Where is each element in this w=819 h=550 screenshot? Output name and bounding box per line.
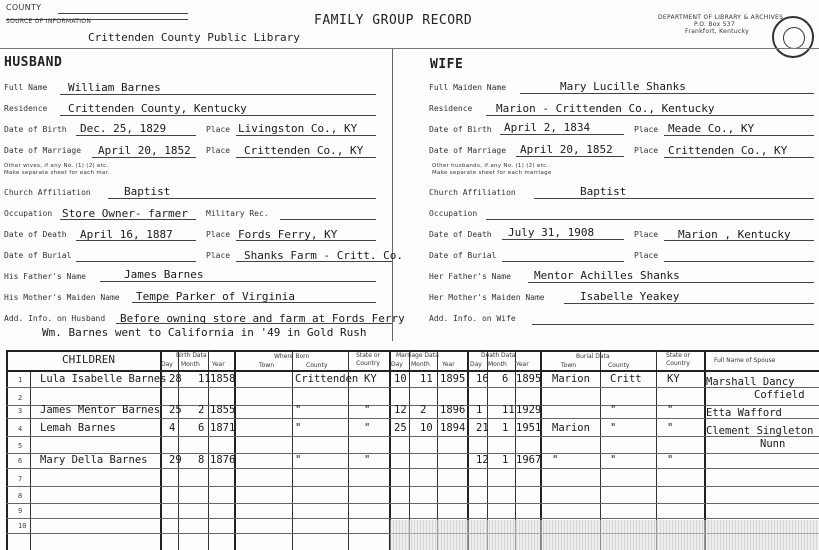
child-spouse-line-1[interactable]: Etta Wafford <box>706 407 782 419</box>
child-spouse-line-2[interactable]: Coffield <box>754 389 805 401</box>
child-mday[interactable]: 25 <box>394 422 407 434</box>
husband-church-label: Church Affiliation <box>4 188 91 197</box>
husband-dod-line <box>76 240 196 241</box>
child-dmonth[interactable]: 1 <box>502 422 509 434</box>
child-bday[interactable]: 25 <box>169 404 182 416</box>
child-myear[interactable]: 1895 <box>440 373 466 385</box>
husband-burial-place-line <box>236 261 392 262</box>
wife-residence-label: Residence <box>429 104 473 113</box>
table-row-line <box>6 387 819 388</box>
husband-mother-label: His Mother's Maiden Name <box>4 293 120 302</box>
husband-residence-label: Residence <box>4 104 48 113</box>
husband-birth-place-label: Place <box>206 125 231 134</box>
table-row-line <box>6 468 819 469</box>
husband-dod[interactable]: April 16, 1887 <box>80 228 173 241</box>
row-number: 2 <box>18 394 23 402</box>
wife-burial-place-line <box>664 261 814 262</box>
wife-church-label: Church Affiliation <box>429 188 516 197</box>
wife-birth-place-line <box>664 135 814 136</box>
wife-occupation-label: Occupation <box>429 209 478 218</box>
source-value: Crittenden County Public Library <box>88 31 300 44</box>
husband-burial-place-label: Place <box>206 251 231 260</box>
wife-burial-line <box>502 261 624 262</box>
wife-occupation-line <box>486 219 814 220</box>
burial-data-header: Burial Data <box>576 353 610 360</box>
burial-town-header: Town <box>561 362 577 369</box>
form-title: FAMILY GROUP RECORD <box>314 13 473 28</box>
child-burcounty[interactable]: " <box>610 404 617 416</box>
wife-addinfo-line <box>532 324 814 325</box>
table-column-line <box>30 370 31 550</box>
birth-day-header: Day <box>161 361 173 368</box>
wife-marriage-place[interactable]: Crittenden Co., KY <box>668 144 788 157</box>
table-row-line <box>6 503 819 504</box>
county-line <box>58 13 188 14</box>
child-bstate[interactable]: KY <box>364 373 377 385</box>
death-data-header: Death Data <box>481 352 516 359</box>
other-wives-note-1: Other wives, if any No. (1) (2) etc. <box>4 163 109 169</box>
child-byear[interactable]: 1876 <box>210 454 236 466</box>
wife-birth-place[interactable]: Meade Co., KY <box>668 122 755 135</box>
child-bmonth[interactable]: 2 <box>198 404 205 416</box>
husband-marriage-place-label: Place <box>206 146 231 155</box>
husband-birth-place[interactable]: Livingston Co., KY <box>238 122 358 135</box>
husband-dob[interactable]: Dec. 25, 1829 <box>80 122 167 135</box>
child-dmonth[interactable]: 6 <box>502 373 509 385</box>
wife-marriage-place-label: Place <box>634 146 659 155</box>
child-myear[interactable]: 1896 <box>440 404 466 416</box>
child-name[interactable]: Lemah Barnes <box>40 422 116 434</box>
wife-birth-place-label: Place <box>634 125 659 134</box>
wife-name[interactable]: Mary Lucille Shanks <box>560 80 686 93</box>
child-dday[interactable]: 21 <box>476 422 489 434</box>
wife-dod-label: Date of Death <box>429 230 492 239</box>
husband-dod-label: Date of Death <box>4 230 67 239</box>
marriage-data-header: Marriage Data <box>396 352 439 359</box>
wife-dob-label: Date of Birth <box>429 125 492 134</box>
child-burstate[interactable]: KY <box>667 373 680 385</box>
death-day-header: Day <box>470 361 482 368</box>
child-burtown[interactable]: Marion <box>552 422 590 434</box>
husband-burial-place[interactable]: Shanks Farm - Critt. Co. <box>244 249 403 262</box>
husband-name-label: Full Name <box>4 83 48 92</box>
child-burstate[interactable]: " <box>667 422 674 434</box>
birth-month-header: Month <box>181 361 200 368</box>
child-burcounty[interactable]: " <box>610 454 617 466</box>
mar-month-header: Month <box>411 361 430 368</box>
husband-name[interactable]: William Barnes <box>68 81 161 94</box>
husband-dob-label: Date of Birth <box>4 125 67 134</box>
wife-mother-label: Her Mother's Maiden Name <box>429 293 545 302</box>
mar-day-header: Day <box>391 361 403 368</box>
husband-addinfo-label: Add. Info. on Husband <box>4 314 106 323</box>
child-dday[interactable]: 16 <box>476 373 489 385</box>
where-born-header: Where Born <box>274 353 310 360</box>
row-number: 3 <box>18 407 23 415</box>
death-month-header: Month <box>488 361 507 368</box>
wife-dom-label: Date of Marriage <box>429 146 507 155</box>
wife-dob-line <box>500 134 624 135</box>
dept-line-2: P.O. Box 537 <box>694 21 735 28</box>
wife-church-line <box>534 198 814 199</box>
husband-father-label: His Father's Name <box>4 272 86 281</box>
husband-burial-label: Date of Burial <box>4 251 72 260</box>
child-mmonth[interactable]: 2 <box>420 404 427 416</box>
child-bday[interactable]: 29 <box>169 454 182 466</box>
wife-death-place[interactable]: Marion , Kentucky <box>678 228 791 241</box>
child-dday[interactable]: 1 <box>476 404 483 416</box>
husband-name-line <box>60 94 376 95</box>
birth-year-header: Year <box>212 361 225 368</box>
wife-residence-line <box>486 115 814 116</box>
table-left-border <box>6 350 8 550</box>
child-mmonth[interactable]: 11 <box>420 373 433 385</box>
wife-dod[interactable]: July 31, 1908 <box>508 226 595 239</box>
child-mday[interactable]: 10 <box>394 373 407 385</box>
mar-year-header: Year <box>442 361 455 368</box>
child-dyear[interactable]: 1951 <box>516 422 542 434</box>
husband-death-place[interactable]: Fords Ferry, KY <box>238 228 338 241</box>
child-burcounty[interactable]: " <box>610 422 617 434</box>
row-number: 4 <box>18 425 23 433</box>
husband-mother-line <box>132 302 376 303</box>
husband-marriage-place-line <box>236 157 376 158</box>
county-label: COUNTY <box>6 3 42 12</box>
wife-death-place-label: Place <box>634 230 659 239</box>
husband-church-line <box>108 198 376 199</box>
child-byear[interactable]: 1858 <box>210 373 236 385</box>
husband-father-line <box>100 281 376 282</box>
table-row-line <box>6 486 819 487</box>
born-county-header: County <box>306 362 328 369</box>
child-name[interactable]: Lula Isabelle Barnes <box>40 373 167 385</box>
husband-birth-place-line <box>236 135 376 136</box>
row-number: 9 <box>18 507 23 515</box>
child-byear[interactable]: 1855 <box>210 404 236 416</box>
row-number: 8 <box>18 492 23 500</box>
wife-death-place-line <box>664 240 814 241</box>
husband-dom-label: Date of Marriage <box>4 146 82 155</box>
child-mday[interactable]: 12 <box>394 404 407 416</box>
child-bcounty[interactable]: " <box>295 404 302 416</box>
husband-occupation[interactable]: Store Owner- farmer <box>62 207 188 220</box>
child-name[interactable]: Mary Della Barnes <box>40 454 148 466</box>
wife-father[interactable]: Mentor Achilles Shanks <box>534 269 680 282</box>
wife-mother-line <box>564 303 814 304</box>
state-seal-icon <box>772 16 814 58</box>
child-myear[interactable]: 1894 <box>440 422 466 434</box>
wife-name-line <box>520 93 814 94</box>
born-town-header: Town <box>259 362 275 369</box>
children-header: CHILDREN <box>62 353 115 366</box>
row-number: 1 <box>18 376 23 384</box>
table-column-line <box>292 350 293 550</box>
other-husbands-note-1: Other husbands, if any No. (1) (2) etc. <box>432 163 549 169</box>
wife-church[interactable]: Baptist <box>580 185 627 198</box>
husband-military-label: Military Rec. <box>206 209 269 218</box>
wife-dom[interactable]: April 20, 1852 <box>520 143 613 156</box>
born-state-header: State or Country <box>356 352 380 367</box>
husband-dob-line <box>76 135 196 136</box>
table-row-line <box>6 418 819 419</box>
husband-dom[interactable]: April 20, 1852 <box>98 144 191 157</box>
birth-data-header: Birth Data <box>176 352 207 359</box>
child-bmonth[interactable]: 6 <box>198 422 205 434</box>
death-year-header: Year <box>516 361 529 368</box>
child-burstate[interactable]: " <box>667 454 674 466</box>
husband-death-place-label: Place <box>206 230 231 239</box>
child-bstate[interactable]: " <box>364 454 371 466</box>
husband-addinfo-underline <box>116 323 392 324</box>
child-dyear[interactable]: 1895 <box>516 373 542 385</box>
child-bstate[interactable]: " <box>364 404 371 416</box>
wife-residence[interactable]: Marion - Crittenden Co., Kentucky <box>496 102 715 115</box>
child-dmonth[interactable]: 11 <box>502 404 515 416</box>
row-number: 5 <box>18 442 23 450</box>
scan-edge <box>390 520 819 550</box>
wife-mother[interactable]: Isabelle Yeakey <box>580 290 680 303</box>
dept-line-3: Frankfort, Kentucky <box>685 28 749 35</box>
header-divider <box>0 48 819 49</box>
child-dyear[interactable]: 1967 <box>516 454 542 466</box>
wife-heading: WIFE <box>430 57 464 72</box>
husband-marriage-place[interactable]: Crittenden Co., KY <box>244 144 364 157</box>
child-bcounty[interactable]: " <box>295 422 302 434</box>
child-bday[interactable]: 4 <box>169 422 176 434</box>
dept-line-1: DEPARTMENT OF LIBRARY & ARCHIVES <box>658 14 784 21</box>
husband-addinfo-line-2[interactable]: Wm. Barnes went to California in '49 in Gold Rush <box>42 326 367 339</box>
child-bstate[interactable]: " <box>364 422 371 434</box>
wife-father-line <box>528 282 814 283</box>
other-wives-note-2: Make separate sheet for each mar. <box>4 170 110 176</box>
center-divider <box>392 49 393 341</box>
child-mmonth[interactable]: 10 <box>420 422 433 434</box>
wife-addinfo-label: Add. Info. on Wife <box>429 314 516 323</box>
child-burcounty[interactable]: Critt <box>610 373 642 385</box>
husband-residence-line <box>60 115 376 116</box>
child-bmonth[interactable]: 11 <box>198 373 211 385</box>
child-bcounty[interactable]: Crittenden <box>295 373 359 385</box>
husband-burial-line <box>76 261 196 262</box>
wife-name-label: Full Maiden Name <box>429 83 507 92</box>
husband-occupation-label: Occupation <box>4 209 53 218</box>
table-row-line <box>6 436 819 437</box>
child-dday[interactable]: 12 <box>476 454 489 466</box>
wife-marriage-place-line <box>664 157 814 158</box>
child-bmonth[interactable]: 8 <box>198 454 205 466</box>
source-label: SOURCE OF INFORMATION <box>6 18 92 25</box>
child-dmonth[interactable]: 1 <box>502 454 509 466</box>
husband-occupation-line <box>60 219 196 220</box>
husband-heading: HUSBAND <box>4 55 63 70</box>
spouse-header: Full Name of Spouse <box>714 357 776 364</box>
husband-residence[interactable]: Crittenden County, Kentucky <box>68 102 247 115</box>
wife-dod-line <box>502 239 624 240</box>
child-bcounty[interactable]: " <box>295 454 302 466</box>
child-burtown[interactable]: Marion <box>552 373 590 385</box>
husband-dom-line <box>92 157 196 158</box>
wife-dob[interactable]: April 2, 1834 <box>504 121 591 134</box>
husband-father[interactable]: James Barnes <box>124 268 204 281</box>
wife-burial-label: Date of Burial <box>429 251 497 260</box>
row-number: 7 <box>18 475 23 483</box>
row-number: 10 <box>18 522 27 530</box>
husband-military-line <box>280 219 376 220</box>
burial-county-header: County <box>608 362 630 369</box>
child-spouse-line-1[interactable]: Marshall Dancy <box>706 376 795 388</box>
other-husbands-note-2: Make separate sheet for each marriage <box>432 170 552 176</box>
row-number: 6 <box>18 457 23 465</box>
table-row-line <box>6 518 819 519</box>
child-bday[interactable]: 28 <box>169 373 182 385</box>
husband-mother[interactable]: Tempe Parker of Virginia <box>136 290 295 303</box>
child-name[interactable]: James Mentor Barnes <box>40 404 161 416</box>
child-spouse-line-1[interactable]: Clement Singleton <box>706 425 814 437</box>
wife-dom-line <box>516 156 624 157</box>
wife-burial-place-label: Place <box>634 251 659 260</box>
husband-death-place-line <box>236 240 376 241</box>
child-burtown[interactable]: " <box>552 454 559 466</box>
child-spouse-line-2[interactable]: Nunn <box>760 438 786 450</box>
burial-state-header: State or Country <box>666 352 690 367</box>
table-header-line <box>6 370 819 372</box>
wife-father-label: Her Father's Name <box>429 272 511 281</box>
husband-addinfo-line-1[interactable]: Before owning store and farm at Fords Ferry <box>120 312 405 325</box>
child-byear[interactable]: 1871 <box>210 422 236 434</box>
husband-church[interactable]: Baptist <box>124 185 171 198</box>
child-dyear[interactable]: 1929 <box>516 404 542 416</box>
child-burstate[interactable]: " <box>667 404 674 416</box>
